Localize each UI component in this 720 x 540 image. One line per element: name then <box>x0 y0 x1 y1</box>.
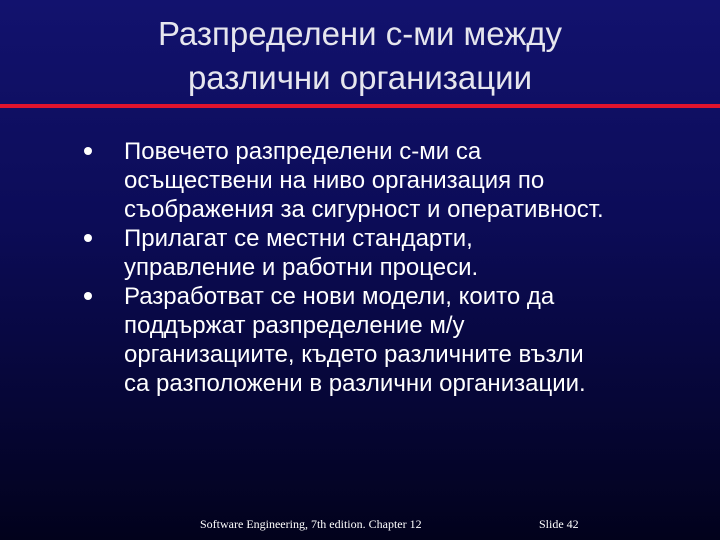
bullet-dot-icon <box>84 147 92 155</box>
bullet-item <box>80 224 710 282</box>
slide-title <box>0 12 720 100</box>
bullet-item <box>80 137 710 224</box>
footer-text: Software Engineering, 7th edition. Chapter 12 <box>200 517 422 531</box>
bullet-dot-icon <box>84 234 92 242</box>
bullet-dot-icon <box>84 292 92 300</box>
bullet-line: Повечето разпределени с-ми са <box>124 138 482 165</box>
slide-number: Slide 42 <box>539 517 579 531</box>
slide-title-line-1: Разпределени с-ми между <box>157 15 563 52</box>
title-divider <box>0 104 720 108</box>
bullet-line: Разработват се нови модели, които да <box>124 283 555 310</box>
bullet-line: управление и работни процеси. <box>124 254 479 281</box>
bullet-item <box>80 282 710 398</box>
bullet-line: Прилагат се местни стандарти, <box>124 225 473 252</box>
bullet-line: поддържат разпределение м/у <box>124 312 465 339</box>
bullet-list <box>80 137 710 398</box>
bullet-line: съображения за сигурност и оперативност. <box>124 196 604 223</box>
bullet-line: са разположени в различни организации. <box>124 370 586 397</box>
bullet-line: осъществени на ниво организация по <box>124 167 545 194</box>
bullet-line: организациите, където различните възли <box>124 341 584 368</box>
slide-title-line-2: различни организации <box>187 59 533 96</box>
